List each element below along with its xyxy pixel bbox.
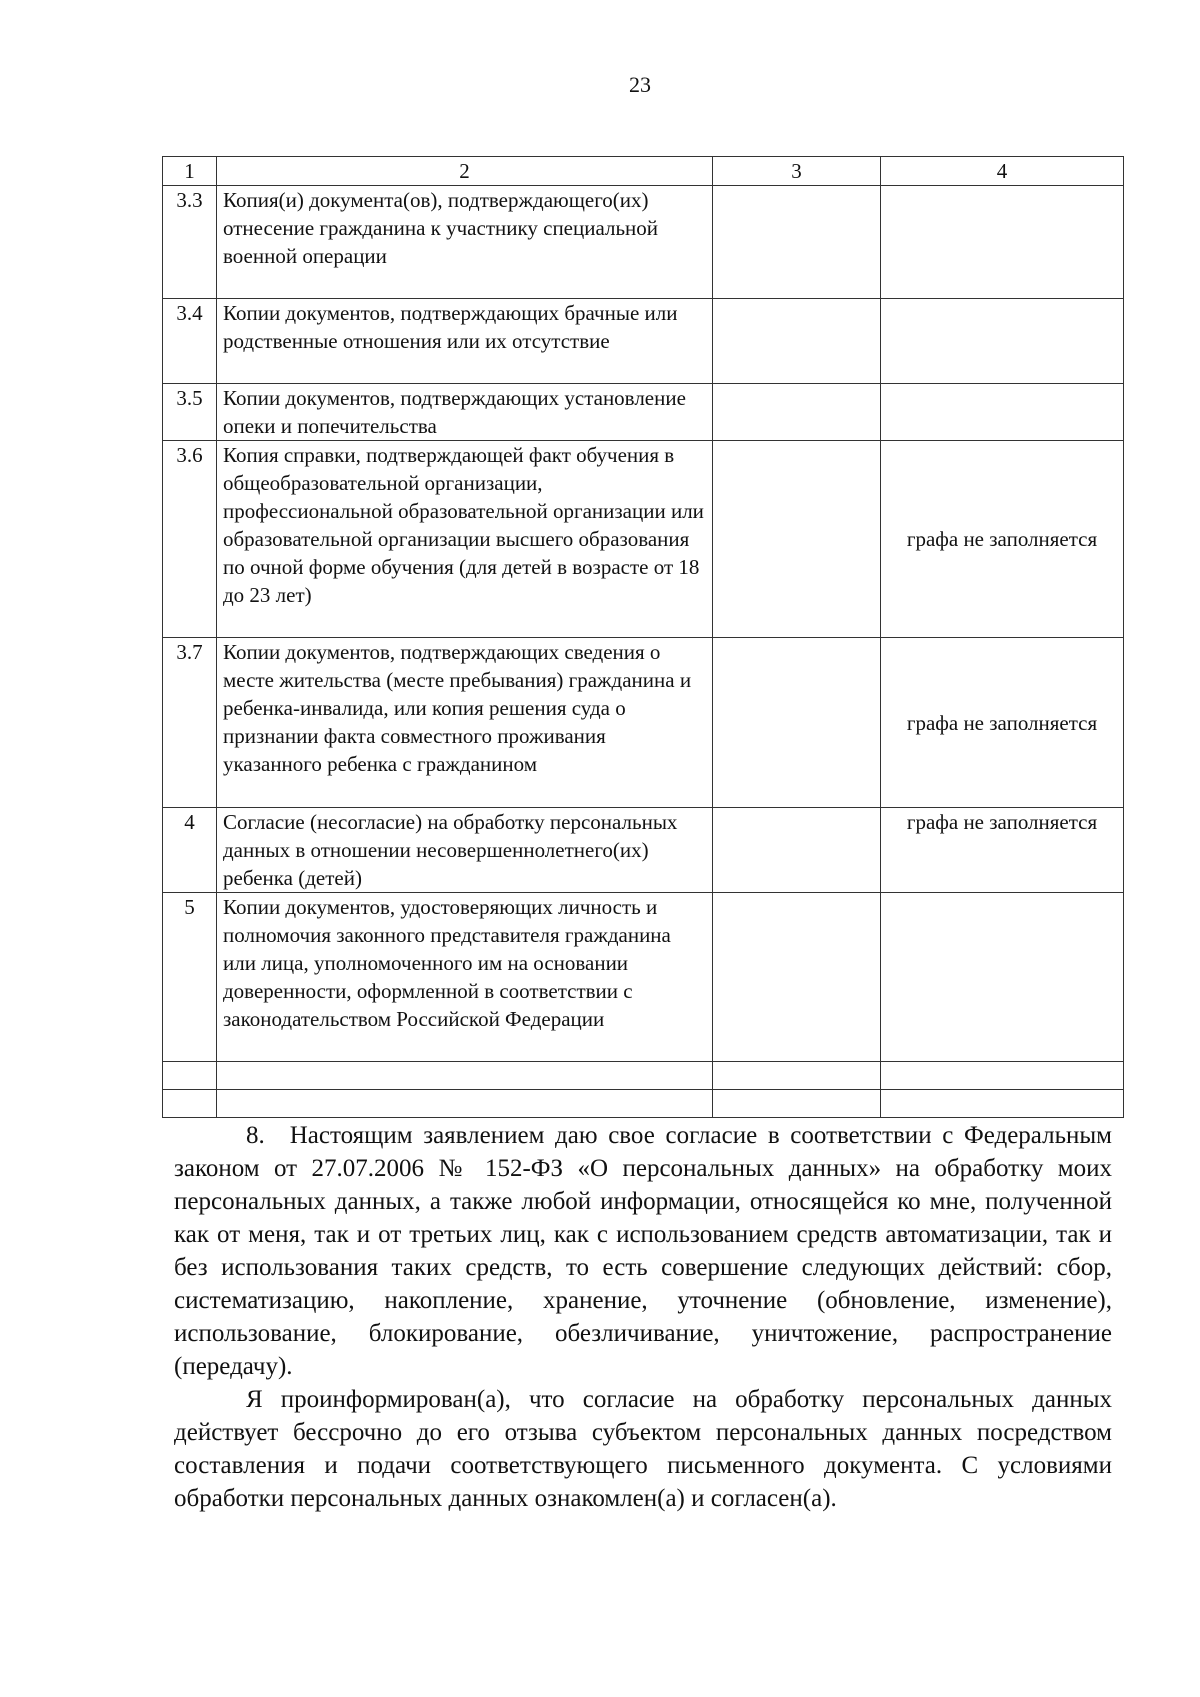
row-number: 3.5 xyxy=(163,384,217,441)
row-col4: графа не заполняется xyxy=(881,808,1124,893)
row-number: 3.7 xyxy=(163,638,217,808)
row-number: 3.6 xyxy=(163,441,217,638)
row-text: Копия(и) документа(ов), подтверждающего(их) отнесение гражданина к участнику специальной военной операции xyxy=(217,186,713,299)
empty-cell xyxy=(881,1062,1124,1090)
table-row xyxy=(163,808,1124,893)
page-number: 23 xyxy=(629,72,651,97)
header-cell: 4 xyxy=(881,157,1124,186)
table-header-row xyxy=(163,157,1124,186)
row-col3 xyxy=(713,299,881,384)
header-cell: 3 xyxy=(713,157,881,186)
row-col4: графа не заполняется xyxy=(881,441,1124,638)
table-row xyxy=(163,299,1124,384)
row-text: Копии документов, подтверждающих брачные или родственные отношения или их отсутствие xyxy=(217,299,713,384)
paragraph-8-text: 8. Настоящим заявлением даю свое согласие в соответствии с Федеральным законом от 27.07.2006 № 152-ФЗ «О персональных данных» на обработку моих персональных данных, а также любой информации, относящейся ко мне, полученной как от меня, так и от третьих лиц, как с использованием средств автоматизации, так и без использования таких средств, то есть совершение следующих действий: сбор, систематизацию, накопление, хранение, уточнение (обновление, изменение), использование, блокирование, обезличивание, уничтожение, распространение (передачу). xyxy=(174,1122,1112,1380)
row-text: Согласие (несогласие) на обработку персональных данных в отношении несовершеннолетнего(их) ребенка (детей) xyxy=(217,808,713,893)
row-col4: графа не заполняется xyxy=(881,638,1124,808)
row-text: Копии документов, подтверждающих установление опеки и попечительства xyxy=(217,384,713,441)
empty-cell xyxy=(163,1062,217,1090)
row-col3 xyxy=(713,893,881,1062)
empty-cell xyxy=(217,1090,713,1118)
row-col4 xyxy=(881,893,1124,1062)
row-col3 xyxy=(713,808,881,893)
row-text: Копии документов, подтверждающих сведения о месте жительства (месте пребывания) гражданина и ребенка-инвалида, или копия решения суда о признании факта совместного проживания указанного ребенка с гражданином xyxy=(217,638,713,808)
table-row-empty xyxy=(163,1090,1124,1118)
row-number: 3.3 xyxy=(163,186,217,299)
row-col4 xyxy=(881,186,1124,299)
header-cell: 1 xyxy=(163,157,217,186)
consent-paragraph xyxy=(174,1119,1112,1383)
row-col3 xyxy=(713,384,881,441)
empty-cell xyxy=(881,1090,1124,1118)
empty-cell xyxy=(163,1090,217,1118)
empty-cell xyxy=(217,1062,713,1090)
row-text: Копии документов, удостоверяющих личность и полномочия законного представителя гражданина или лица, уполномоченного им на основании доверенности, оформленной в соответствии с законодательством Российской Федерации xyxy=(217,893,713,1062)
row-number: 4 xyxy=(163,808,217,893)
table-row xyxy=(163,186,1124,299)
empty-cell xyxy=(713,1090,881,1118)
table-row xyxy=(163,893,1124,1062)
documents-table xyxy=(162,156,1124,1118)
row-col4 xyxy=(881,299,1124,384)
header-cell: 2 xyxy=(217,157,713,186)
row-number: 3.4 xyxy=(163,299,217,384)
row-col3 xyxy=(713,441,881,638)
empty-cell xyxy=(713,1062,881,1090)
table-row xyxy=(163,638,1124,808)
row-text: Копия справки, подтверждающей факт обучения в общеобразовательной организации, профессиональной образовательной организации или образовательной организации высшего образования по очной форме обучения (для детей в возрасте от 18 до 23 лет) xyxy=(217,441,713,638)
paragraph-informed-text: Я проинформирован(а), что согласие на обработку персональных данных действует бессрочно до его отзыва субъектом персональных данных посредством составления и подачи соответствующего письменного документа. С условиями обработки персональных данных ознакомлен(а) и согласен(а). xyxy=(174,1386,1112,1512)
row-col3 xyxy=(713,186,881,299)
row-col3 xyxy=(713,638,881,808)
row-col4 xyxy=(881,384,1124,441)
table-row-empty xyxy=(163,1062,1124,1090)
table-row xyxy=(163,384,1124,441)
informed-paragraph xyxy=(174,1383,1112,1515)
row-number: 5 xyxy=(163,893,217,1062)
table-row xyxy=(163,441,1124,638)
